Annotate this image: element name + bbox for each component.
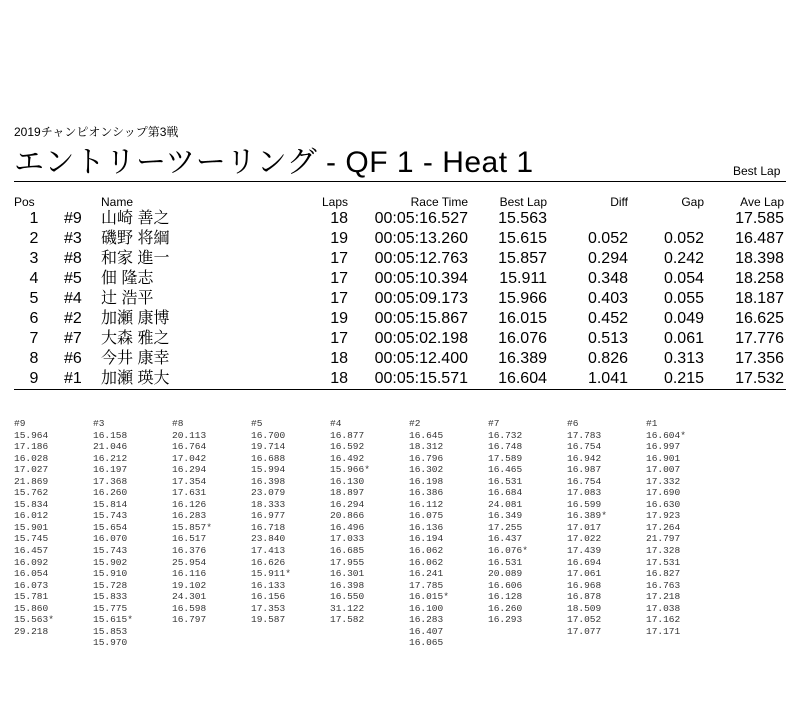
lap-time: 15.654 xyxy=(93,521,128,533)
header-divider xyxy=(14,181,786,182)
lap-time: 16.599 xyxy=(567,498,602,510)
lap-column xyxy=(93,418,133,649)
lap-time: 29.218 xyxy=(14,625,49,637)
lap-time: 16.748 xyxy=(488,441,523,453)
lap-time: 16.732 xyxy=(488,429,523,441)
row-ave-lap: 18.187 xyxy=(735,290,784,307)
lap-time: 16.827 xyxy=(646,568,681,580)
lap-time: 25.954 xyxy=(172,556,207,568)
lap-time: 19.587 xyxy=(251,614,286,626)
row-laps: 19 xyxy=(330,230,348,247)
lap-time: 15.775 xyxy=(93,602,128,614)
row-best-lap: 15.966 xyxy=(498,290,547,307)
lap-time: 20.866 xyxy=(330,510,365,522)
row-pos: 8 xyxy=(29,350,39,367)
row-diff: 1.041 xyxy=(587,370,628,387)
lap-time: 17.354 xyxy=(172,475,207,487)
lap-time: 16.407 xyxy=(409,625,444,637)
lap-time: 16.126 xyxy=(172,498,207,510)
lap-time: 15.910 xyxy=(93,568,128,580)
lap-time: 24.081 xyxy=(488,498,523,510)
row-laps: 18 xyxy=(330,370,348,387)
lap-time: 16.128 xyxy=(488,591,523,603)
lap-time: 15.615* xyxy=(93,614,133,626)
row-driver-name: 大森 雅之 xyxy=(101,330,170,347)
row-gap: 0.061 xyxy=(663,330,704,347)
lap-time: 16.684 xyxy=(488,487,523,499)
lap-column-car-number: #6 xyxy=(567,418,579,429)
lap-time: 19.102 xyxy=(172,579,207,591)
column-header-race-time: Race Time xyxy=(410,195,468,209)
row-ave-lap: 16.625 xyxy=(735,310,784,327)
lap-time: 15.860 xyxy=(14,602,49,614)
lap-time: 16.133 xyxy=(251,579,286,591)
lap-time: 16.194 xyxy=(409,533,444,545)
lap-time: 16.987 xyxy=(567,464,602,476)
lap-time: 17.328 xyxy=(646,545,681,557)
lap-time: 15.833 xyxy=(93,591,128,603)
row-laps: 17 xyxy=(330,250,348,267)
lap-time: 16.496 xyxy=(330,521,365,533)
column-header-gap: Gap xyxy=(681,195,704,209)
row-diff: 0.052 xyxy=(587,230,628,247)
lap-time: 15.743 xyxy=(93,510,128,522)
lap-time: 16.012 xyxy=(14,510,49,522)
table-bottom-divider xyxy=(14,389,786,390)
row-ave-lap: 17.585 xyxy=(735,210,784,227)
lap-column-car-number: #8 xyxy=(172,418,184,429)
lap-time: 16.062 xyxy=(409,545,444,557)
lap-time: 15.964 xyxy=(14,429,49,441)
row-ave-lap: 17.776 xyxy=(735,330,784,347)
lap-time: 20.113 xyxy=(172,429,207,441)
lap-time: 16.968 xyxy=(567,579,602,591)
row-race-time: 00:05:09.173 xyxy=(374,290,468,307)
lap-time: 16.764 xyxy=(172,441,207,453)
lap-time: 16.294 xyxy=(172,464,207,476)
column-header-ave-lap: Ave Lap xyxy=(740,195,784,209)
lap-time: 16.349 xyxy=(488,510,523,522)
row-race-time: 00:05:15.571 xyxy=(374,370,468,387)
lap-time: 16.283 xyxy=(172,510,207,522)
lap-time: 16.260 xyxy=(488,602,523,614)
row-best-lap: 15.911 xyxy=(499,270,547,287)
lap-time: 16.398 xyxy=(251,475,286,487)
row-laps: 17 xyxy=(330,290,348,307)
row-ave-lap: 16.487 xyxy=(735,230,784,247)
lap-time: 16.158 xyxy=(93,429,128,441)
lap-time: 17.052 xyxy=(567,614,602,626)
lap-time: 17.923 xyxy=(646,510,681,522)
lap-time: 16.283 xyxy=(409,614,444,626)
row-car-number: #6 xyxy=(64,350,82,367)
lap-time: 18.312 xyxy=(409,441,444,453)
lap-time: 15.814 xyxy=(93,498,128,510)
table-row xyxy=(0,229,800,249)
event-subtitle: 2019チャンピオンシップ第3戦 xyxy=(14,125,179,139)
lap-column xyxy=(172,418,212,626)
row-gap: 0.055 xyxy=(663,290,704,307)
lap-time: 16.492 xyxy=(330,452,365,464)
row-gap: 0.049 xyxy=(663,310,704,327)
row-laps: 17 xyxy=(330,270,348,287)
lap-time: 15.853 xyxy=(93,625,128,637)
lap-time: 16.073 xyxy=(14,579,49,591)
row-pos: 4 xyxy=(29,270,39,287)
lap-time: 17.589 xyxy=(488,452,523,464)
lap-time: 16.136 xyxy=(409,521,444,533)
lap-time: 15.994 xyxy=(251,464,286,476)
lap-time: 16.116 xyxy=(172,568,207,580)
lap-time: 16.531 xyxy=(488,475,523,487)
lap-time: 15.857* xyxy=(172,521,212,533)
lap-time: 16.070 xyxy=(93,533,128,545)
lap-column xyxy=(409,418,449,649)
lap-time: 17.038 xyxy=(646,602,681,614)
row-best-lap: 15.615 xyxy=(498,230,547,247)
table-row xyxy=(0,209,800,229)
row-race-time: 00:05:10.394 xyxy=(374,270,468,287)
lap-time: 16.688 xyxy=(251,452,286,464)
lap-time: 17.353 xyxy=(251,602,286,614)
lap-time: 17.413 xyxy=(251,545,286,557)
lap-time: 17.264 xyxy=(646,521,681,533)
row-race-time: 00:05:12.763 xyxy=(374,250,468,267)
lap-time: 31.122 xyxy=(330,602,365,614)
lap-time: 15.745 xyxy=(14,533,49,545)
lap-time: 16.694 xyxy=(567,556,602,568)
lap-time: 16.645 xyxy=(409,429,444,441)
lap-time: 16.028 xyxy=(14,452,49,464)
best-lap-label: Best Lap xyxy=(733,164,781,178)
lap-time: 15.743 xyxy=(93,545,128,557)
lap-time: 17.033 xyxy=(330,533,365,545)
lap-time: 16.592 xyxy=(330,441,365,453)
lap-time: 16.301 xyxy=(330,568,365,580)
lap-column xyxy=(488,418,528,626)
lap-column xyxy=(330,418,370,626)
lap-time: 23.840 xyxy=(251,533,286,545)
lap-time: 17.255 xyxy=(488,521,523,533)
lap-time: 15.966* xyxy=(330,464,370,476)
lap-time: 21.046 xyxy=(93,441,128,453)
lap-time: 16.100 xyxy=(409,602,444,614)
lap-time: 21.797 xyxy=(646,533,681,545)
row-car-number: #2 xyxy=(64,310,82,327)
lap-time: 16.630 xyxy=(646,498,681,510)
lap-time: 16.198 xyxy=(409,475,444,487)
row-diff: 0.294 xyxy=(587,250,628,267)
lap-time: 16.942 xyxy=(567,452,602,464)
lap-time: 21.869 xyxy=(14,475,49,487)
lap-column-car-number: #2 xyxy=(409,418,421,429)
lap-time: 16.241 xyxy=(409,568,444,580)
lap-time: 16.386 xyxy=(409,487,444,499)
row-pos: 7 xyxy=(29,330,39,347)
row-driver-name: 佃 隆志 xyxy=(101,270,154,287)
row-car-number: #8 xyxy=(64,250,82,267)
lap-time: 23.079 xyxy=(251,487,286,499)
lap-time: 16.796 xyxy=(409,452,444,464)
lap-time: 16.015* xyxy=(409,591,449,603)
lap-time: 15.762 xyxy=(14,487,49,499)
lap-time: 17.631 xyxy=(172,487,207,499)
row-ave-lap: 17.356 xyxy=(735,350,784,367)
lap-time: 16.977 xyxy=(251,510,286,522)
row-diff: 0.403 xyxy=(587,290,628,307)
row-gap: 0.054 xyxy=(663,270,704,287)
row-laps: 18 xyxy=(330,350,348,367)
lap-time: 16.130 xyxy=(330,475,365,487)
row-ave-lap: 18.258 xyxy=(735,270,784,287)
lap-time: 17.042 xyxy=(172,452,207,464)
lap-time: 15.970 xyxy=(93,637,128,649)
lap-column-car-number: #4 xyxy=(330,418,342,429)
table-row xyxy=(0,269,800,289)
lap-time: 18.897 xyxy=(330,487,365,499)
page-title: エントリーツーリング - QF 1 - Heat 1 xyxy=(14,146,534,179)
lap-column-car-number: #7 xyxy=(488,418,500,429)
lap-time: 17.017 xyxy=(567,521,602,533)
lap-column xyxy=(251,418,291,626)
lap-time: 16.054 xyxy=(14,568,49,580)
lap-time: 16.604* xyxy=(646,429,686,441)
lap-time: 16.877 xyxy=(330,429,365,441)
lap-time: 17.007 xyxy=(646,464,681,476)
lap-time: 16.754 xyxy=(567,475,602,487)
lap-time: 17.083 xyxy=(567,487,602,499)
lap-time: 17.368 xyxy=(93,475,128,487)
lap-time: 16.878 xyxy=(567,591,602,603)
lap-time: 15.728 xyxy=(93,579,128,591)
table-header xyxy=(0,194,800,210)
lap-time: 16.376 xyxy=(172,545,207,557)
lap-time: 16.718 xyxy=(251,521,286,533)
row-gap: 0.052 xyxy=(663,230,704,247)
row-diff: 0.826 xyxy=(587,350,628,367)
row-best-lap: 16.076 xyxy=(498,330,547,347)
row-diff: 0.452 xyxy=(587,310,628,327)
lap-time: 16.062 xyxy=(409,556,444,568)
lap-time: 17.162 xyxy=(646,614,681,626)
row-car-number: #7 xyxy=(64,330,82,347)
row-best-lap: 16.604 xyxy=(498,370,547,387)
lap-time: 16.212 xyxy=(93,452,128,464)
table-row xyxy=(0,249,800,269)
table-row xyxy=(0,309,800,329)
lap-time: 16.763 xyxy=(646,579,681,591)
row-pos: 6 xyxy=(29,310,39,327)
row-diff: 0.348 xyxy=(587,270,628,287)
row-laps: 18 xyxy=(330,210,348,227)
lap-time: 17.186 xyxy=(14,441,49,453)
lap-time: 16.398 xyxy=(330,579,365,591)
lap-time: 16.797 xyxy=(172,614,207,626)
lap-time: 17.077 xyxy=(567,625,602,637)
row-driver-name: 加瀬 康博 xyxy=(101,310,170,327)
lap-time: 17.955 xyxy=(330,556,365,568)
row-pos: 1 xyxy=(29,210,39,227)
row-driver-name: 山崎 善之 xyxy=(101,210,170,227)
lap-column xyxy=(14,418,54,637)
table-row xyxy=(0,349,800,369)
row-race-time: 00:05:16.527 xyxy=(374,210,468,227)
row-pos: 3 xyxy=(29,250,39,267)
lap-time: 16.260 xyxy=(93,487,128,499)
lap-time: 24.301 xyxy=(172,591,207,603)
row-best-lap: 16.389 xyxy=(498,350,547,367)
lap-time: 17.332 xyxy=(646,475,681,487)
table-row xyxy=(0,289,800,309)
lap-time: 16.901 xyxy=(646,452,681,464)
lap-time: 16.685 xyxy=(330,545,365,557)
row-driver-name: 今井 康幸 xyxy=(101,350,170,367)
lap-time: 16.598 xyxy=(172,602,207,614)
row-race-time: 00:05:12.400 xyxy=(374,350,468,367)
lap-time: 16.112 xyxy=(409,498,444,510)
row-driver-name: 和家 進一 xyxy=(101,250,170,267)
lap-time: 16.294 xyxy=(330,498,365,510)
row-pos: 9 xyxy=(29,370,39,387)
row-gap: 0.215 xyxy=(663,370,704,387)
column-header-best-lap: Best Lap xyxy=(499,195,547,209)
lap-time: 17.783 xyxy=(567,429,602,441)
lap-time: 16.457 xyxy=(14,545,49,557)
lap-time: 17.439 xyxy=(567,545,602,557)
lap-column xyxy=(646,418,686,637)
lap-time: 15.901 xyxy=(14,521,49,533)
column-header-diff: Diff xyxy=(610,195,628,209)
lap-time: 16.437 xyxy=(488,533,523,545)
lap-time: 16.076* xyxy=(488,545,528,557)
lap-time: 15.834 xyxy=(14,498,49,510)
lap-time: 17.690 xyxy=(646,487,681,499)
lap-column xyxy=(567,418,607,637)
lap-time: 15.781 xyxy=(14,591,49,603)
column-header-laps: Laps xyxy=(321,195,348,209)
lap-time: 16.156 xyxy=(251,591,286,603)
column-header-pos: Pos xyxy=(14,195,35,209)
lap-time: 16.700 xyxy=(251,429,286,441)
lap-time: 17.027 xyxy=(14,464,49,476)
lap-time: 16.065 xyxy=(409,637,444,649)
row-gap: 0.313 xyxy=(663,350,704,367)
lap-time: 16.465 xyxy=(488,464,523,476)
lap-time: 17.785 xyxy=(409,579,444,591)
row-best-lap: 16.015 xyxy=(498,310,547,327)
row-best-lap: 15.563 xyxy=(498,210,547,227)
row-pos: 5 xyxy=(29,290,39,307)
lap-time: 16.302 xyxy=(409,464,444,476)
row-driver-name: 加瀬 瑛大 xyxy=(101,370,170,387)
row-driver-name: 辻 浩平 xyxy=(101,290,154,307)
lap-time: 16.075 xyxy=(409,510,444,522)
lap-time: 16.293 xyxy=(488,614,523,626)
lap-time: 16.550 xyxy=(330,591,365,603)
row-ave-lap: 17.532 xyxy=(735,370,784,387)
table-row xyxy=(0,369,800,389)
lap-time: 16.197 xyxy=(93,464,128,476)
lap-time: 16.754 xyxy=(567,441,602,453)
lap-time: 16.626 xyxy=(251,556,286,568)
row-laps: 17 xyxy=(330,330,348,347)
lap-time: 15.902 xyxy=(93,556,128,568)
lap-time: 17.171 xyxy=(646,625,681,637)
lap-column-car-number: #3 xyxy=(93,418,105,429)
row-car-number: #3 xyxy=(64,230,82,247)
lap-time: 18.333 xyxy=(251,498,286,510)
lap-time: 15.911* xyxy=(251,568,291,580)
lap-time: 16.517 xyxy=(172,533,207,545)
lap-time: 16.389* xyxy=(567,510,607,522)
lap-time: 16.606 xyxy=(488,579,523,591)
lap-time: 16.531 xyxy=(488,556,523,568)
row-race-time: 00:05:13.260 xyxy=(374,230,468,247)
row-race-time: 00:05:02.198 xyxy=(374,330,468,347)
lap-time: 19.714 xyxy=(251,441,286,453)
lap-time: 17.061 xyxy=(567,568,602,580)
lap-time: 16.092 xyxy=(14,556,49,568)
row-driver-name: 磯野 将綱 xyxy=(101,230,170,247)
lap-time: 17.022 xyxy=(567,533,602,545)
lap-time: 18.509 xyxy=(567,602,602,614)
lap-time: 16.997 xyxy=(646,441,681,453)
lap-time: 15.563* xyxy=(14,614,54,626)
row-ave-lap: 18.398 xyxy=(735,250,784,267)
row-race-time: 00:05:15.867 xyxy=(374,310,468,327)
row-laps: 19 xyxy=(330,310,348,327)
row-car-number: #4 xyxy=(64,290,82,307)
lap-time: 20.089 xyxy=(488,568,523,580)
row-gap: 0.242 xyxy=(663,250,704,267)
row-car-number: #9 xyxy=(64,210,82,227)
row-best-lap: 15.857 xyxy=(498,250,547,267)
lap-column-car-number: #9 xyxy=(14,418,26,429)
row-car-number: #5 xyxy=(64,270,82,287)
lap-time: 17.531 xyxy=(646,556,681,568)
row-diff: 0.513 xyxy=(587,330,628,347)
row-car-number: #1 xyxy=(64,370,82,387)
lap-column-car-number: #5 xyxy=(251,418,263,429)
table-row xyxy=(0,329,800,349)
lap-time: 17.218 xyxy=(646,591,681,603)
lap-column-car-number: #1 xyxy=(646,418,658,429)
lap-time: 17.582 xyxy=(330,614,365,626)
column-header-name: Name xyxy=(101,195,134,209)
row-pos: 2 xyxy=(29,230,39,247)
